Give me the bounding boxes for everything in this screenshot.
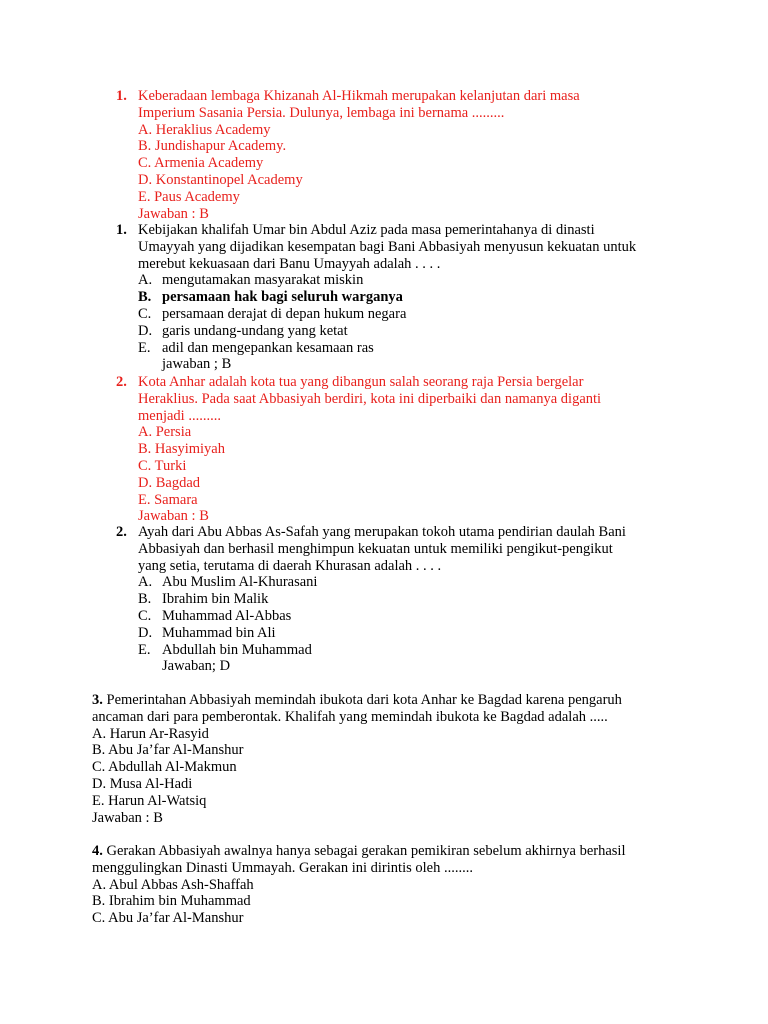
question-number: 2.: [116, 374, 127, 390]
option-d: [138, 625, 692, 642]
question-number: 3.: [92, 692, 103, 708]
question-1a: [92, 88, 692, 222]
option-b: B. Ibrahim bin Muhammad: [92, 893, 251, 910]
option-text: mengutamakan masyarakat miskin: [162, 272, 364, 289]
question-stem-line: ancaman dari para pemberontak. Khalifah yang memindah ibukota ke Bagdad adalah .....: [92, 708, 608, 725]
answer-key: Jawaban : B: [92, 809, 163, 826]
question-stem-line: Ayah dari Abu Abbas As-Safah yang merupakan tokoh utama pendirian daulah Bani: [138, 524, 626, 540]
option-text: Muhammad bin Ali: [162, 624, 276, 641]
option-a: A. Persia: [138, 424, 192, 441]
option-text: Ibrahim bin Malik: [162, 591, 269, 608]
option-c: C. Armenia Academy: [138, 155, 264, 172]
option-e: E. Samara: [138, 491, 198, 508]
question-stem-line: [92, 843, 692, 860]
option-letter: C.: [138, 305, 152, 322]
option-c: C. Abu Ja’far Al-Manshur: [92, 910, 244, 927]
option-letter: E.: [138, 641, 151, 658]
question-stem-line: Keberadaan lembaga Khizanah Al-Hikmah merupakan kelanjutan dari masa: [138, 88, 580, 104]
question-stem-text: Gerakan Abbasiyah awalnya hanya sebagai gerakan pemikiran sebelum akhirnya berhasil: [102, 843, 626, 859]
option-e: [138, 642, 692, 659]
question-1b: [92, 222, 692, 373]
question-stem-line: Umayyah yang dijadikan kesempatan bagi Bani Abbasiyah menyusun kekuatan untuk: [138, 238, 637, 255]
option-letter: B.: [138, 591, 152, 608]
question-stem-line: Heraklius. Pada saat Abbasiyah berdiri, kota ini diperbaiki dan namanya diganti: [138, 390, 602, 407]
option-text: adil dan mengepankan kesamaan ras: [162, 339, 374, 356]
option-c: [138, 306, 692, 323]
question-stem-line: merebut kekuasaan dari Banu Umayyah adalah . . . .: [138, 255, 441, 272]
option-text: Muhammad Al-Abbas: [162, 607, 292, 624]
option-letter: C.: [138, 607, 152, 624]
answer-key: Jawaban : B: [138, 508, 209, 525]
option-c: C. Turki: [138, 457, 187, 474]
option-d: D. Konstantinopel Academy: [138, 171, 303, 188]
option-a: A. Heraklius Academy: [138, 121, 271, 138]
option-b: B. Abu Ja’far Al-Manshur: [92, 742, 244, 759]
question-stem-line: Abbasiyah dan berhasil menghimpun kekuatan untuk memiliki pengikut-pengikut: [138, 540, 613, 557]
question-stem-line: menggulingkan Dinasti Ummayah. Gerakan ini dirintis oleh ........: [92, 859, 473, 876]
option-text: Abdullah bin Muhammad: [162, 641, 312, 658]
question-2b: [92, 524, 692, 675]
question-3: [92, 692, 692, 826]
question-stem-line: Kota Anhar adalah kota tua yang dibangun salah seorang raja Persia bergelar: [138, 374, 584, 390]
answer-key: Jawaban : B: [138, 205, 209, 222]
option-b: [138, 591, 692, 608]
question-stem-line: yang setia, terutama di daerah Khurasan adalah . . . .: [138, 557, 442, 574]
question-stem-line: Imperium Sasania Persia. Dulunya, lembaga ini bernama .........: [138, 104, 505, 121]
option-c: C. Abdullah Al-Makmun: [92, 759, 237, 776]
option-a: A. Abul Abbas Ash-Shaffah: [92, 876, 254, 893]
option-e: E. Paus Academy: [138, 188, 240, 205]
option-letter: A.: [138, 574, 153, 591]
question-stem-line: [92, 692, 692, 709]
answer-key: Jawaban; D: [162, 658, 231, 675]
option-text: persamaan derajat di depan hukum negara: [162, 305, 407, 322]
option-letter: E.: [138, 339, 151, 356]
answer-key: jawaban ; B: [162, 356, 232, 373]
option-b: B. Hasyimiyah: [138, 441, 225, 458]
question-4: [92, 843, 692, 927]
question-2a: [92, 374, 692, 525]
option-a: [138, 574, 692, 591]
option-text: persamaan hak bagi seluruh warganya: [162, 289, 403, 306]
option-e: E. Harun Al-Watsiq: [92, 792, 207, 809]
question-stem-text: Pemerintahan Abbasiyah memindah ibukota dari kota Anhar ke Bagdad karena pengaruh: [102, 692, 622, 708]
option-text: garis undang-undang yang ketat: [162, 322, 348, 339]
option-d: D. Bagdad: [138, 474, 201, 491]
option-letter: D.: [138, 624, 153, 641]
question-stem-line: Kebijakan khalifah Umar bin Abdul Aziz pada masa pemerintahanya di dinasti: [138, 222, 595, 238]
option-a: [138, 272, 692, 289]
option-letter: D.: [138, 322, 153, 339]
option-letter: A.: [138, 272, 153, 289]
option-c: [138, 608, 692, 625]
option-b: B. Jundishapur Academy.: [138, 138, 287, 155]
question-number: 1.: [116, 222, 127, 238]
option-b: [138, 289, 692, 306]
option-d: [138, 323, 692, 340]
question-number: 1.: [116, 88, 127, 104]
option-e: [138, 340, 692, 357]
question-number: 4.: [92, 843, 103, 859]
question-stem-line: menjadi .........: [138, 407, 221, 424]
option-letter: B.: [138, 289, 152, 306]
option-a: A. Harun Ar-Rasyid: [92, 725, 209, 742]
option-d: D. Musa Al-Hadi: [92, 775, 193, 792]
question-number: 2.: [116, 524, 127, 540]
option-text: Abu Muslim Al-Khurasani: [162, 574, 318, 591]
